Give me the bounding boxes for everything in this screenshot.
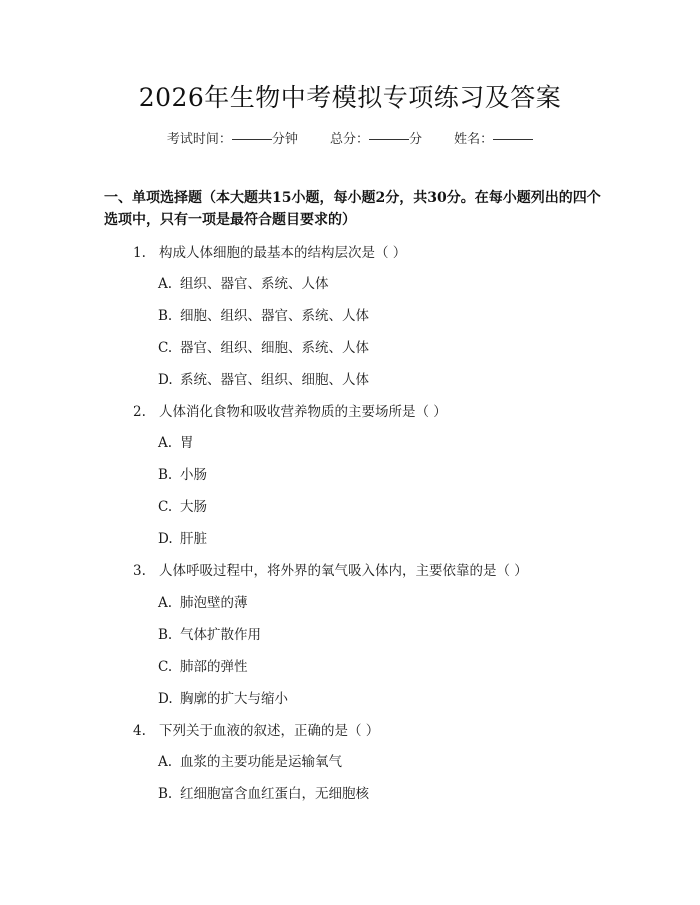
exam-time-field [167, 130, 298, 150]
option-letter: D. [158, 691, 173, 707]
option-text: 肺泡壁的薄 [180, 595, 248, 611]
option-letter: C. [158, 659, 173, 675]
option-letter: A. [158, 276, 173, 292]
question-number: 3. [133, 563, 146, 579]
question-4-option-b[interactable] [158, 784, 369, 804]
question-3 [133, 561, 528, 581]
question-text: 人体消化食物和吸收营养物质的主要场所是（ ） [159, 404, 447, 420]
option-letter: D. [158, 531, 173, 547]
option-text: 胃 [180, 435, 194, 451]
option-text: 器官、组织、细胞、系统、人体 [180, 340, 369, 356]
option-text: 大肠 [180, 499, 207, 515]
question-2-option-c[interactable] [158, 497, 207, 517]
student-name-label: 姓名： [454, 132, 494, 147]
question-2-option-b[interactable] [158, 465, 207, 485]
question-1-option-a[interactable] [158, 274, 329, 294]
option-text: 组织、器官、系统、人体 [180, 276, 329, 292]
question-4-option-a[interactable] [158, 752, 342, 772]
question-3-option-d[interactable] [158, 689, 288, 709]
student-name-field [454, 130, 533, 150]
exam-time-label: 考试时间： [166, 132, 232, 147]
question-3-option-a[interactable] [158, 593, 248, 613]
option-text: 细胞、组织、器官、系统、人体 [180, 308, 369, 324]
question-2 [133, 402, 447, 422]
option-letter: A. [158, 595, 173, 611]
section-heading: 一、单项选择题（本大题共15小题，每小题2分，共30分。在每小题列出的四个选项中，只有一项是最符合题目要求的） [104, 190, 601, 228]
question-3-option-b[interactable] [158, 625, 261, 645]
option-letter: B. [158, 308, 173, 324]
option-letter: B. [158, 786, 173, 802]
option-text: 气体扩散作用 [180, 627, 261, 643]
question-4 [133, 721, 379, 741]
question-number: 4. [133, 723, 146, 739]
option-letter: C. [158, 499, 173, 515]
question-1-option-d[interactable] [158, 370, 369, 390]
exam-time-unit: 分钟 [271, 132, 298, 147]
option-letter: A. [158, 754, 173, 770]
question-text: 构成人体细胞的最基本的结构层次是（ ） [159, 245, 407, 261]
exam-time-blank [232, 139, 272, 140]
option-letter: C. [158, 340, 173, 356]
option-text: 肝脏 [180, 531, 207, 547]
question-text: 人体呼吸过程中，将外界的氧气吸入体内，主要依靠的是（ ） [159, 563, 528, 579]
total-score-label: 总分： [329, 132, 369, 147]
exam-meta-line [0, 130, 700, 150]
question-2-option-d[interactable] [158, 529, 207, 549]
option-letter: B. [158, 467, 173, 483]
total-score-unit: 分 [409, 132, 423, 147]
option-text: 红细胞富含血红蛋白，无细胞核 [180, 786, 369, 802]
question-number: 2. [133, 404, 146, 420]
option-letter: A. [158, 435, 173, 451]
option-text: 肺部的弹性 [180, 659, 248, 675]
option-text: 血浆的主要功能是运输氧气 [180, 754, 342, 770]
question-1-option-b[interactable] [158, 306, 369, 326]
option-letter: D. [158, 372, 173, 388]
question-text: 下列关于血液的叙述，正确的是（ ） [159, 723, 380, 739]
option-text: 胸廓的扩大与缩小 [180, 691, 288, 707]
question-1-option-c[interactable] [158, 338, 369, 358]
option-letter: B. [158, 627, 173, 643]
page-title: 2026年生物中考模拟专项练习及答案 [138, 83, 562, 112]
option-text: 小肠 [180, 467, 207, 483]
total-score-field [330, 130, 422, 150]
total-score-blank [369, 139, 409, 140]
question-2-option-a[interactable] [158, 433, 194, 453]
question-1 [133, 243, 406, 263]
student-name-blank [493, 139, 533, 140]
option-text: 系统、器官、组织、细胞、人体 [180, 372, 369, 388]
question-3-option-c[interactable] [158, 657, 248, 677]
question-number: 1. [133, 245, 146, 261]
